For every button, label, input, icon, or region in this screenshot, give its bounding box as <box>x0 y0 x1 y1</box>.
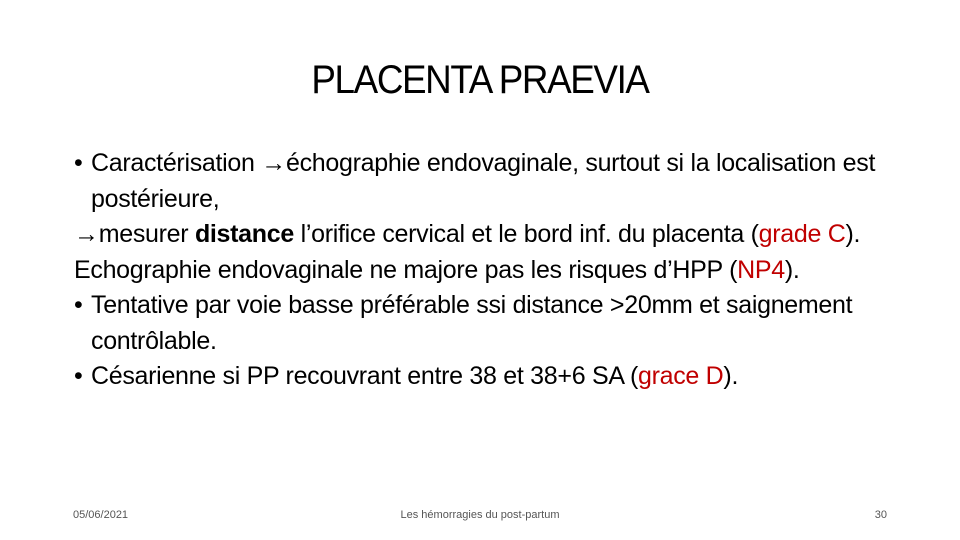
paragraph-3-text: Tentative par voie basse préférable ssi distance >20mm et saignement contrôlable. <box>91 291 853 355</box>
slide-body <box>74 146 904 395</box>
paragraph-4-part-c: ). <box>723 362 739 390</box>
paragraph-2-red-grade: grade C <box>758 220 846 248</box>
paragraph-2-red-np4: NP4 <box>737 255 785 284</box>
paragraph-2-part-e: ). Echographie endovaginale ne majore pas les risques d’HPP ( <box>74 220 861 284</box>
bullet-paragraph-1 <box>74 146 904 217</box>
paragraph-4-part-a: Césarienne si PP recouvrant entre 38 et 38+6 SA ( <box>91 362 638 390</box>
paragraph-2-part-g: ). <box>784 255 800 284</box>
bullet-paragraph-4 <box>74 359 904 395</box>
paragraph-4-red-grade: grace D <box>637 362 724 390</box>
bullet-dot-icon: • <box>74 149 83 177</box>
footer-page-number: 30 <box>874 509 887 521</box>
bullet-paragraph-3 <box>74 288 904 359</box>
slide-title: PLACENTA PRAEVIA <box>311 58 649 102</box>
footer-presentation-title: Les hémorragies du post-partum <box>400 509 560 521</box>
bullet-dot-icon: • <box>74 291 83 319</box>
footer-date: 05/06/2021 <box>73 509 129 521</box>
paragraph-2-bold-distance: distance <box>194 220 294 248</box>
paragraph-2 <box>74 217 904 288</box>
paragraph-2-part-c: l’orifice cervical et le bord inf. du placenta ( <box>293 220 759 248</box>
paragraph-1-text: Caractérisation →échographie endovaginale, surtout si la localisation est postérieure, <box>91 149 876 213</box>
bullet-dot-icon: • <box>74 362 83 390</box>
paragraph-2-part-a: →mesurer <box>74 220 195 248</box>
